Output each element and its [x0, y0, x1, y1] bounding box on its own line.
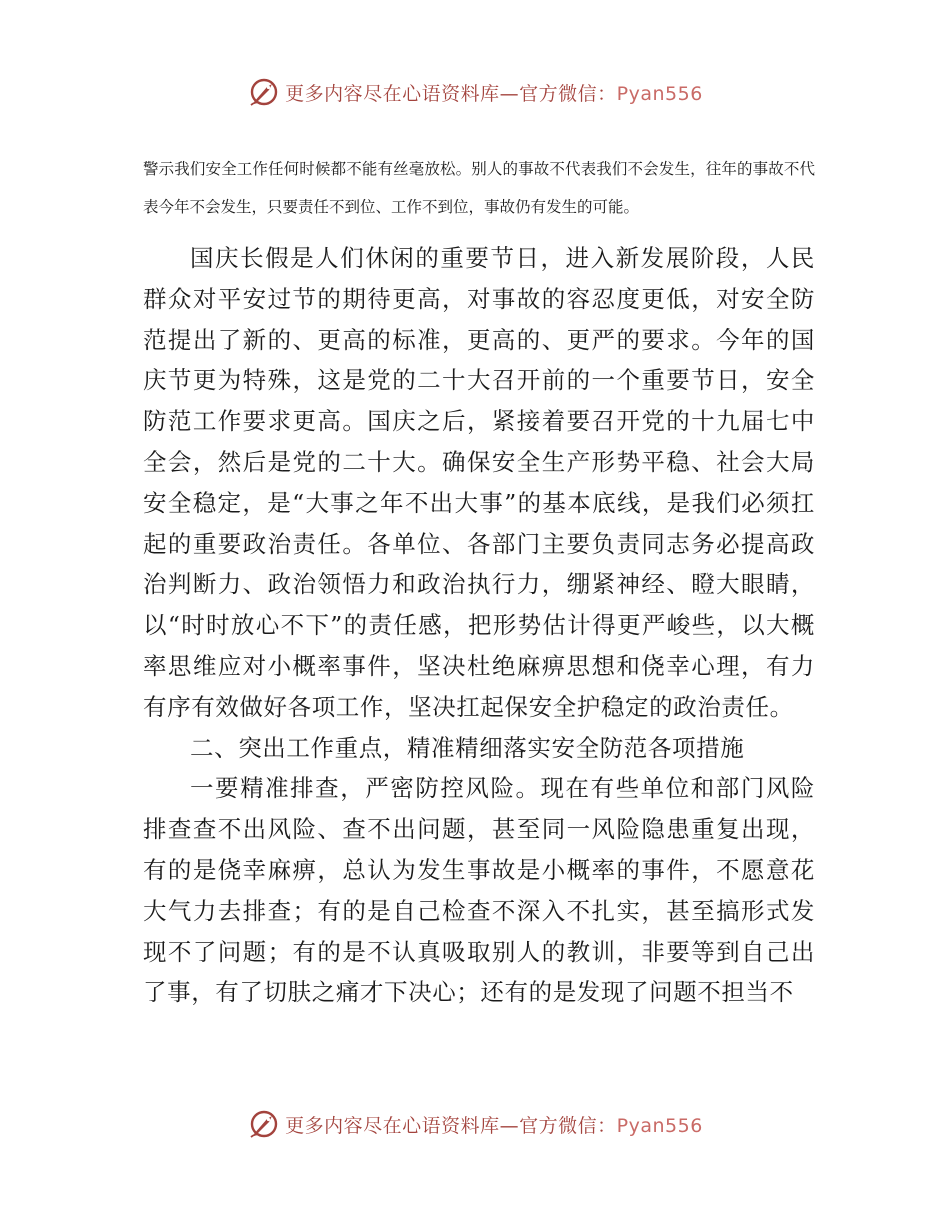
paragraph-national-day: 国庆长假是人们休闲的重要节日，进入新发展阶段，人民群众对平安过节的期待更高，对事故的容忍度更低，对安全防范提出了新的、更高的标准，更高的、更严的要求。今年的国庆节更为特殊，这是党的二十大召开前的一个重要节日，安全防范工作要求更高。国庆之后，紧接着要召开党的十九届七中全会，然后是党的二十大。确保安全生产形势平稳、社会大局安全稳定，是“大事之年不出大事”的基本底线，是我们必须扛起的重要政治责任。各单位、各部门主要负责同志务必提高政治判断力、政治领悟力和政治执行力，绷紧神经、瞪大眼睛，以“时时放心不下”的责任感，把形势估计得更严峻些，以大概率思维应对小概率事件，坚决杜绝麻痹思想和侥幸心理，有力有序有效做好各项工作，坚决扛起保安全护稳定的政治责任。: [143, 244, 815, 721]
paragraph-risk-screening: 一要精准排查，严密防控风险。现在有些单位和部门风险排查查不出风险、查不出问题，甚至同一风险隐患重复出现，有的是侥幸麻痹，总认为发生事故是小概率的事件，不愿意花大气力去排查；有的是自己检查不深入不扎实，甚至搞形式发现不了问题；有的是不认真吸取别人的教训，非要等到自己出了事，有了切肤之痛才下决心；还有的是发现了问题不担当不: [143, 774, 815, 1007]
document-body: [143, 150, 815, 1013]
footer-watermark-banner: [0, 1104, 950, 1144]
footer-banner-text: 更多内容尽在心语资料库—官方微信：Pyan556: [285, 1114, 703, 1137]
footer-wechat-handle: Pyan556: [616, 1114, 703, 1137]
section-heading: 二、突出工作重点，精准精细落实安全防范各项措施: [190, 733, 745, 762]
header-watermark-banner: [0, 72, 950, 112]
pen-nib-logo-icon: [247, 75, 281, 109]
pen-nib-logo-icon: [247, 1107, 281, 1141]
header-banner-text: 更多内容尽在心语资料库—官方微信：Pyan556: [285, 82, 703, 105]
header-wechat-handle: Pyan556: [616, 82, 703, 105]
intro-paragraph: 警示我们安全工作任何时候都不能有丝毫放松。别人的事故不代表我们不会发生，往年的事故不代表今年不会发生，只要责任不到位、工作不到位，事故仍有发生的可能。: [143, 160, 815, 216]
